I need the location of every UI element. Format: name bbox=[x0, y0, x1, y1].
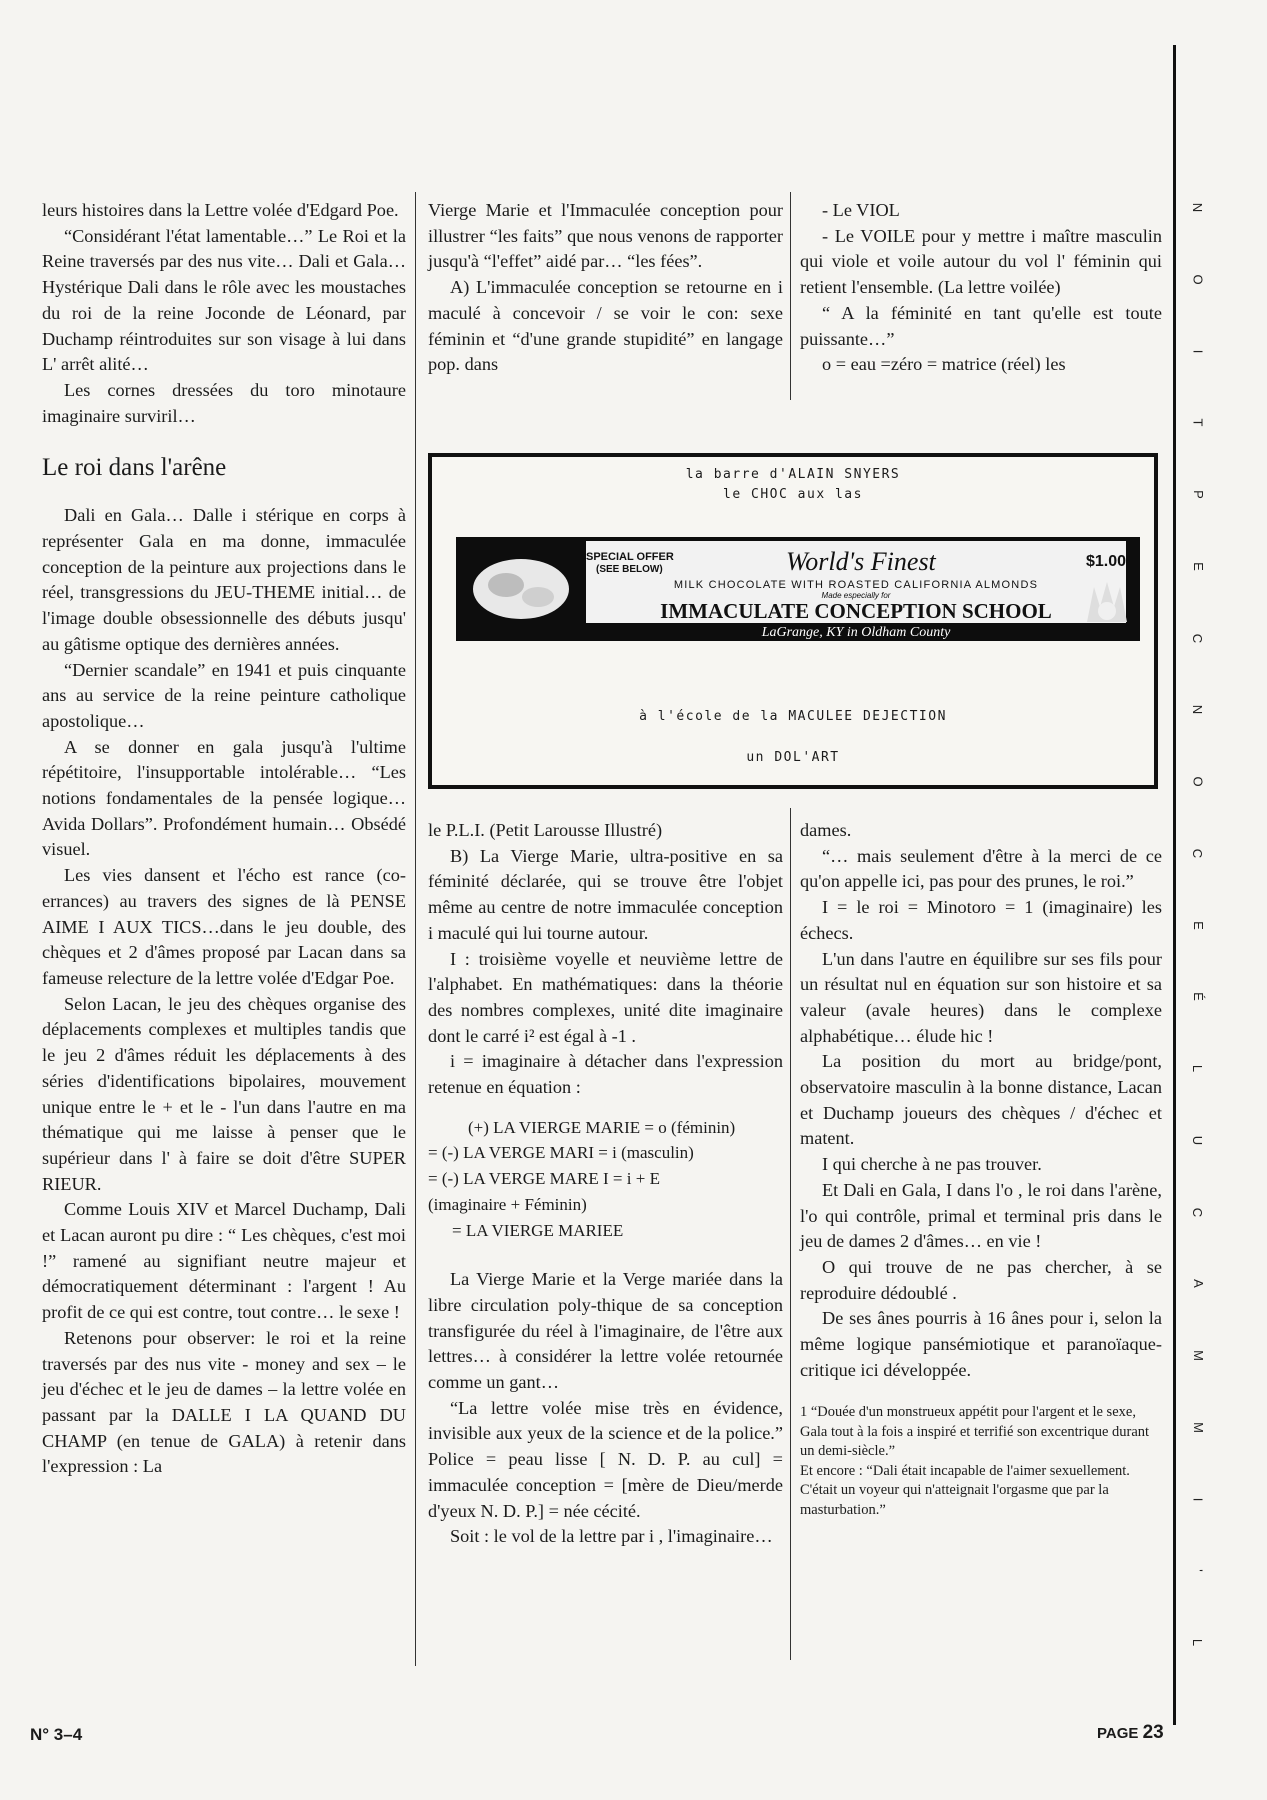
chocolate-bar-image bbox=[428, 453, 1158, 789]
paragraph: De ses ânes pourris à 16 ânes pour i, selon la même logique pansémiotique et paranoïaque-critique ici développée. bbox=[800, 1308, 1162, 1380]
paragraph: A se donner en gala jusqu'à l'ultime répétitoire, l'insupportable intolérable… “Les notions fondamentales de la pensée logique… Avida Dollars”. Profondément humain… Obsédé visuel. bbox=[42, 736, 406, 860]
paragraph: I = le roi = Minotoro = 1 (imaginaire) les échecs. bbox=[800, 897, 1162, 943]
school-place: LaGrange, KY in Oldham County bbox=[761, 625, 951, 640]
paragraph: “Dernier scandale” en 1941 et puis cinquante ans au service de la reine peinture catholique apostolique… bbox=[42, 659, 406, 731]
paragraph: I qui cherche à ne pas trouver. bbox=[822, 1154, 1042, 1175]
brand-logo: World's Finest bbox=[786, 547, 936, 576]
paragraph: Et Dali en Gala, I dans l'o , le roi dans l'arène, l'o qui contrôle, primal et terminal pris dans le jeu de dames 2 d'âmes… en vie ! bbox=[800, 1179, 1162, 1252]
side-letter: ' bbox=[1190, 1569, 1206, 1572]
side-letter: O bbox=[1190, 274, 1206, 285]
side-title bbox=[1188, 200, 1208, 1650]
side-letter: E bbox=[1190, 561, 1206, 571]
paragraph: La position du mort au bridge/pont, observatoire masculin à la bonne distance, Lacan et Duchamp joueurs des chèques / d'échec et matent. bbox=[800, 1051, 1162, 1149]
paragraph: L'un dans l'autre en équilibre sur ses fils pour un résultat nul en équation sur son histoire et sa valeur (avale heures) dans le complexe alphabétique… élude hic ! bbox=[800, 948, 1162, 1046]
side-letter: L bbox=[1190, 1638, 1206, 1647]
page-label: PAGE bbox=[1097, 1725, 1139, 1742]
footnote-text: Et encore : “Dali était incapable de l'aimer sexuellement. C'était un voyeur qui n'atteignait l'orgasme que par la masturbation.” bbox=[800, 1462, 1130, 1518]
equation-line: (+) LA VIERGE MARIE = o (féminin) bbox=[468, 1117, 736, 1137]
made-for: Made especially for bbox=[821, 591, 891, 600]
paragraph: Les vies dansent et l'écho est rance (co-errances) au travers des signes de là PENSE AIME I AUX TICS…dans le jeu double, des chèques et 2 d'âmes proposé par Lacan dans sa fameuse relecture de la lettre volée d'Edgar Poe. bbox=[42, 865, 406, 988]
paragraph: B) La Vierge Marie, ultra-positive en sa féminité déclarée, qui se trouve être l'objet même au centre de notre immaculée conception i maculé qui lui tourne autour. bbox=[428, 845, 783, 943]
footnote bbox=[800, 1403, 1162, 1520]
side-letter: C bbox=[1190, 848, 1206, 858]
side-letter: P bbox=[1190, 490, 1206, 499]
side-letter: N bbox=[1190, 202, 1206, 213]
side-letter: C bbox=[1190, 1207, 1206, 1217]
school-name: IMMACULATE CONCEPTION SCHOOL bbox=[660, 599, 1052, 623]
equation-line: (imaginaire + Féminin) bbox=[428, 1194, 587, 1214]
paragraph: Comme Louis XIV et Marcel Duchamp, Dali et Lacan auront pu dire : “ Les chèques, c'est moi !” ramené au signifiant neutre majeur et démocratiquement déterminant : l'argent ! Au profit de ce qui est contre, tout contre… le sexe ! bbox=[42, 1199, 406, 1323]
paragraph: “La lettre volée mise très en évidence, invisible aux yeux de la science et de la police.” Police = peau lisse [ N. D. P. au cul] = immaculée conception = [mère de Dieu/merde d'yeux N. D. P.] = née cécité. bbox=[428, 1397, 783, 1521]
paragraph: - Le VIOL bbox=[822, 200, 900, 220]
page-number bbox=[1097, 1722, 1164, 1744]
side-letter: M bbox=[1190, 1421, 1206, 1433]
paragraph: i = imaginaire à détacher dans l'expression retenue en équation : bbox=[428, 1051, 783, 1098]
side-letter: A bbox=[1190, 1279, 1206, 1289]
paragraph: o = eau =zéro = matrice (réel) les bbox=[822, 354, 1066, 375]
paragraph: Selon Lacan, le jeu des chèques organise des déplacements complexes et multiples tandis que le jeu 2 d'âmes réduit les déplacements à des séries d'identifications bipolaires, mouvement unique entre le + et le - l'un dans l'autre en ma thématique qui me laisse à penser que le supérieur dans l' à faire se doit d'être SUPER RIEUR. bbox=[42, 993, 406, 1194]
equation-line: = (-) LA VERGE MARI = i (masculin) bbox=[428, 1143, 694, 1163]
paragraph: “Considérant l'état lamentable…” Le Roi et la Reine traversés par des nus vite… Dali et Gala… Hystérique Dali dans le rôle avec les moustaches du roi de la reine Joconde de Léonard, par Duchamp réintroduites sur son visage à lui dans L' arrêt alité… bbox=[42, 225, 406, 375]
side-letter: T bbox=[1190, 418, 1206, 427]
side-letter: O bbox=[1190, 776, 1206, 787]
equation-line: = (-) LA VERGE MARE I = i + E bbox=[428, 1169, 660, 1189]
paragraph: le P.L.I. (Petit Larousse Illustré) bbox=[428, 820, 663, 840]
page-number-value: 23 bbox=[1142, 1722, 1164, 1743]
banner-caption-top: le CHOC aux las bbox=[723, 487, 863, 502]
banner-caption-bottom: à l'école de la MACULEE DEJECTION bbox=[639, 709, 947, 724]
price: $1.00 bbox=[1085, 553, 1126, 570]
side-letter: U bbox=[1190, 1135, 1206, 1145]
paragraph: Soit : le vol de la lettre par i , l'imaginaire… bbox=[450, 1526, 773, 1547]
banner-caption-bottom: un DOL'ART bbox=[746, 750, 840, 765]
product-line: MILK CHOCOLATE WITH ROASTED CALIFORNIA ALMONDS bbox=[673, 579, 1039, 591]
chocolate-wrapper bbox=[456, 537, 1140, 641]
column-1 bbox=[42, 198, 406, 1480]
paragraph: A) L'immaculée conception se retourne en i maculé à concevoir / se voir le con: sexe féminin et “d'une grande stupidité” en langage pop. dans bbox=[428, 277, 783, 375]
paragraph: I : troisième voyelle et neuvième lettre de l'alphabet. En mathématiques: dans la théorie des nombres complexes, unité dite imaginaire dont le carré i² est égal à -1 . bbox=[428, 948, 783, 1046]
paragraph: Retenons pour observer: le roi et la reine traversés par des nus vite - money and sex – le jeu d'échec et le jeu de dames – la lettre volée en passant par la DALLE I LA QUAND DU CHAMP (en tenue de GALA) à retenir dans l'expression : La bbox=[42, 1327, 406, 1477]
side-letter: N bbox=[1190, 705, 1206, 715]
footnote-text: 1 “Douée d'un monstrueux appétit pour l'argent et le sexe, Gala tout à la fois a inspiré et terrifié son excentrique durant un demi-siècle.” bbox=[800, 1404, 1150, 1460]
column-divider bbox=[790, 808, 791, 1660]
side-letter: M bbox=[1190, 1350, 1206, 1361]
paragraph: La Vierge Marie et la Verge mariée dans la libre circulation poly-thique de sa conception transfigurée du réel à l'imaginaire, de l'être aux lettres… à considérer la lettre volée retournée comme un gant… bbox=[428, 1269, 783, 1393]
column-divider bbox=[415, 192, 416, 1666]
special-offer: SPECIAL OFFER bbox=[586, 551, 674, 563]
equation-line: = LA VIERGE MARIEE bbox=[452, 1220, 624, 1240]
paragraph: Les cornes dressées du toro minotaure imaginaire surviril… bbox=[42, 379, 406, 426]
column-3-top bbox=[800, 198, 1162, 378]
paragraph: “ A la féminité en tant qu'elle est toute puissante…” bbox=[800, 302, 1162, 349]
paragraph: - Le VOILE pour y mettre i maître masculin qui viole et voile autour du vol l' féminin qui retient l'ensemble. (La lettre voilée) bbox=[800, 225, 1162, 298]
almond-pattern-icon bbox=[466, 547, 576, 631]
paragraph: “… mais seulement d'être à la merci de ce qu'on appelle ici, pas pour des prunes, le roi.” bbox=[800, 845, 1162, 892]
side-letter: E bbox=[1190, 920, 1206, 930]
banner-caption-top: la barre d'ALAIN SNYERS bbox=[685, 467, 901, 482]
section-heading: Le roi dans l'arêne bbox=[42, 454, 227, 482]
side-letter: É bbox=[1190, 992, 1206, 1002]
paragraph: Dali en Gala… Dalle i stérique en corps à représenter Gala en ma donne, immaculée conception de la peinture aux projections dans le réel, transgressions du JEU-THEME initial… de l'image double obsessionnelle des débuts jusqu' au gâtisme optique des dernières années. bbox=[42, 505, 406, 654]
paragraph: dames. bbox=[800, 820, 852, 840]
side-letter: C bbox=[1190, 633, 1206, 643]
side-letter: I bbox=[1190, 1497, 1206, 1501]
paragraph: leurs histoires dans la Lettre volée d'Edgard Poe. bbox=[42, 200, 399, 220]
paragraph: Vierge Marie et l'Immaculée conception pour illustrer “les faits” que nous venons de rapporter jusqu'à “l'effet” aidé par… “les fées”. bbox=[428, 200, 783, 272]
column-divider bbox=[790, 192, 791, 400]
side-rule bbox=[1173, 45, 1176, 1725]
column-2-top bbox=[428, 198, 783, 378]
paragraph: O qui trouve de ne pas chercher, à se reproduire dédoublé . bbox=[800, 1256, 1162, 1303]
side-letter: I bbox=[1190, 349, 1206, 353]
issue-number: N° 3–4 bbox=[30, 1725, 83, 1744]
column-2-bottom bbox=[428, 818, 783, 1550]
see-below: (SEE BELOW) bbox=[596, 564, 663, 575]
side-letter: L bbox=[1190, 1064, 1206, 1073]
column-3-bottom bbox=[800, 818, 1162, 1520]
chief-head-icon bbox=[1082, 577, 1132, 627]
wrapper-label bbox=[586, 541, 1126, 623]
